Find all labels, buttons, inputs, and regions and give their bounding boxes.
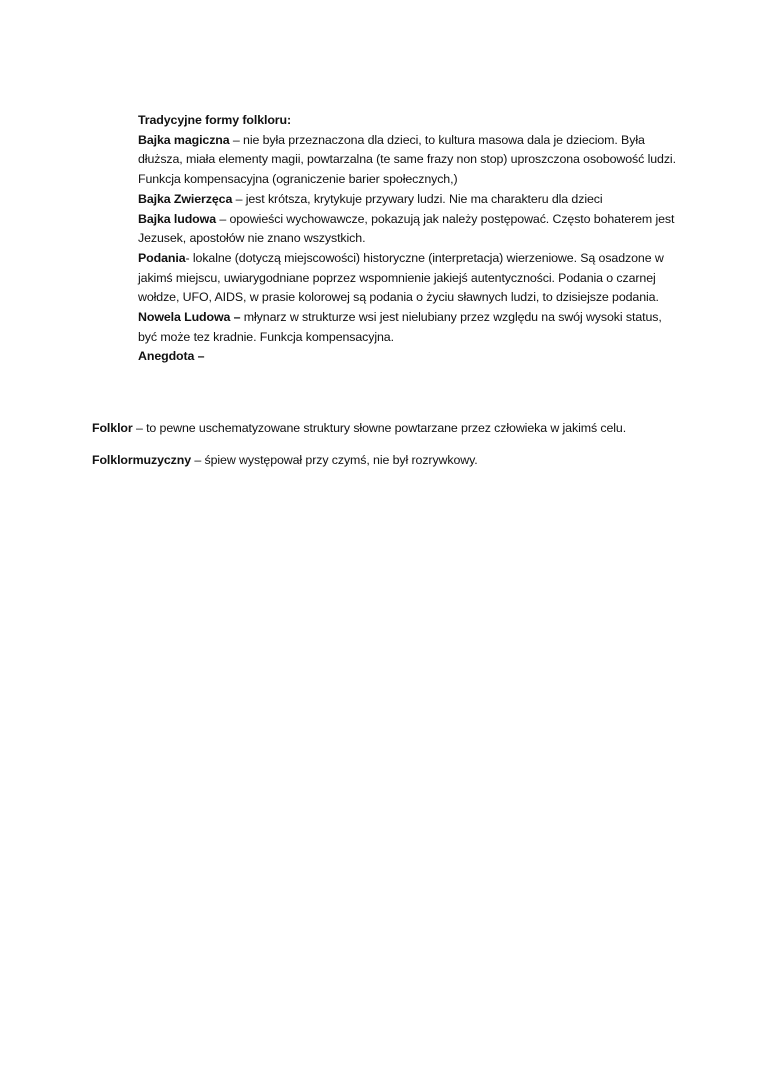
entry-term: Bajka magiczna [138, 132, 230, 147]
entry-text: młynarz w strukturze wsi jest nielubiany przez względu na swój wysoki status, być może tez kradnie. Funkcja kompensacyjna. [138, 310, 662, 344]
entry-text: - lokalne (dotyczą miejscowości) historyczne (interpretacja) wierzeniowe. Są osadzone w jakimś miejscu, uwiarygodniane poprzez wspomnienie jakiejś autentyczności. Podania o czarnej wołdze, UFO, AIDS, w prasie kolorowej są podania o życiu sławnych ludzi, to dzisiejsze podania. [138, 250, 664, 305]
entry-anegdota [138, 347, 678, 367]
entry-term: Nowela Ludowa – [138, 310, 241, 325]
entry-text: – jest krótsza, krytykuje przywary ludzi. Nie ma charakteru dla dzieci [232, 191, 603, 206]
entry-term: Bajka ludowa [138, 211, 216, 226]
definition-text: – śpiew występował przy czymś, nie był rozrywkowy. [191, 452, 478, 467]
entry-term: Podania [138, 250, 186, 265]
entry-bajka-magiczna [138, 131, 678, 190]
entry-text: – nie była przeznaczona dla dzieci, to kultura masowa dala je dzieciom. Była dłuższa, miała elementy magii, powtarzalna (te same frazy non stop) uproszczona osobowość ludzi. Funkcja kompensacyjna (ograniczenie barier społecznych,) [138, 132, 676, 187]
entry-term: Anegdota – [138, 349, 205, 364]
definition-term: Folklor [92, 421, 133, 435]
definition-text: – to pewne uschematyzowane struktury słowne powtarzane przez człowieka w jakimś celu. [132, 421, 627, 435]
entry-podania [138, 249, 678, 308]
entry-bajka-zwierzeca [138, 190, 678, 210]
definition-term: Folklormuzyczny [92, 452, 192, 467]
definitions-section [92, 419, 692, 482]
entry-nowela-ludowa [138, 308, 678, 347]
definition-folklormuzyczny [92, 451, 692, 471]
folklore-forms-section [138, 111, 678, 367]
entry-term: Bajka Zwierzęca [138, 191, 233, 206]
definition-folklor [92, 419, 692, 439]
entry-bajka-ludowa [138, 210, 678, 249]
section-heading: Tradycyjne formy folkloru: [138, 113, 292, 127]
entry-text: – opowieści wychowawcze, pokazują jak należy postępować. Często bohaterem jest Jezusek, apostołów nie znano wszystkich. [138, 211, 675, 246]
